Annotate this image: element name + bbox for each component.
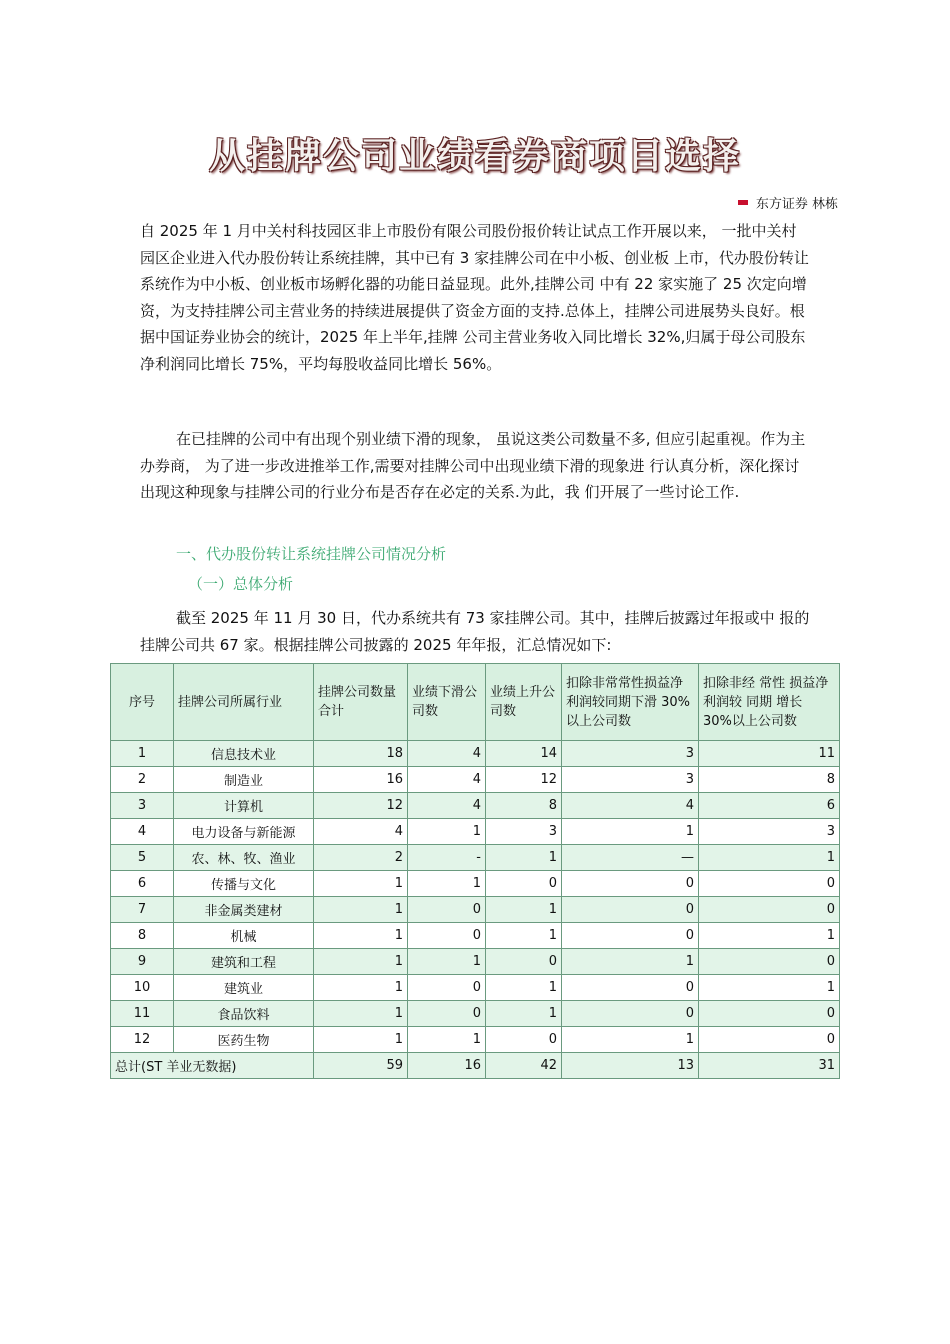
- value-cell: 0: [486, 871, 562, 897]
- value-cell: 0: [486, 949, 562, 975]
- total-cell: 31: [699, 1053, 840, 1079]
- paragraph-intro: 自 2025 年 1 月中关村科技园区非上市股份有限公司股份报价转让试点工作开展以来， 一批中关村园区企业进入代办股份转让系统挂牌，其中已有 3 家挂牌公司在中小板、创业板 上市，代办股份转让系统作为中小板、创业板市场孵化器的功能日益显现。此外,挂牌公司 中有 22 家实施了 25 次定向增资，为支持挂牌公司主营业务的持续进展提供了资金方面的支持.总体上，挂牌公司进展势头良好。根据中国证券业协会的统计，2025 年上半年,挂牌 公司主营业务收入同比增长 32%,归属于母公司股东净利润同比增长 75%，平均每股收益同比增长 56%。: [140, 222, 809, 373]
- value-cell: 3: [486, 819, 562, 845]
- table-row: [111, 767, 840, 793]
- value-cell: 4: [562, 793, 699, 819]
- value-cell: 1: [699, 845, 840, 871]
- summary-table: [110, 663, 840, 1079]
- table-row: [111, 871, 840, 897]
- value-cell: 3: [562, 767, 699, 793]
- table-row: [111, 845, 840, 871]
- page-title: 从挂牌公司业绩看券商项目选择: [208, 136, 741, 177]
- value-cell: 0: [699, 949, 840, 975]
- row-index-cell: 12: [111, 1027, 174, 1053]
- value-cell: 1: [314, 949, 408, 975]
- table-row: [111, 897, 840, 923]
- paragraph-summary: 截至 2025 年 11 月 30 日，代办系统共有 73 家挂牌公司。其中，挂牌后披露过年报或中 报的挂牌公司共 67 家。根据挂牌公司披露的 2025 年年报，汇总情况如下:: [140, 609, 810, 654]
- row-index-cell: 4: [111, 819, 174, 845]
- value-cell: 1: [699, 975, 840, 1001]
- value-cell: 0: [699, 1027, 840, 1053]
- paragraph-discussion: 在已挂牌的公司中有出现个别业绩下滑的现象， 虽说这类公司数量不多, 但应引起重视。作为主办券商， 为了进一步改进推举工作,需要对挂牌公司中出现业绩下滑的现象进 行认真分析，深化探讨出现这种现象与挂牌公司的行业分布是否存在必定的关系.为此，我 们开展了一些讨论工作.: [140, 430, 806, 502]
- value-cell: 1: [562, 819, 699, 845]
- header-cell: 扣除非经 常性 损益净利润较 同期 增长 30%以上公司数: [699, 664, 840, 741]
- value-cell: 1: [408, 819, 486, 845]
- table-total-row: [111, 1053, 840, 1079]
- row-index-cell: 10: [111, 975, 174, 1001]
- total-cell: 16: [408, 1053, 486, 1079]
- value-cell: 1: [486, 923, 562, 949]
- value-cell: 0: [562, 975, 699, 1001]
- value-cell: 4: [408, 767, 486, 793]
- value-cell: 4: [408, 793, 486, 819]
- table-row: [111, 975, 840, 1001]
- value-cell: 1: [699, 923, 840, 949]
- header-cell: 扣除非常常性损益净利润较同期下滑 30%以上公司数: [562, 664, 699, 741]
- value-cell: 3: [562, 741, 699, 767]
- value-cell: 1: [562, 1027, 699, 1053]
- industry-cell: 农、林、牧、渔业: [174, 845, 314, 871]
- value-cell: 0: [408, 923, 486, 949]
- value-cell: 0: [486, 1027, 562, 1053]
- table-row: [111, 949, 840, 975]
- row-index-cell: 7: [111, 897, 174, 923]
- value-cell: 6: [699, 793, 840, 819]
- value-cell: 0: [562, 897, 699, 923]
- industry-cell: 食品饮料: [174, 1001, 314, 1027]
- table-row: [111, 923, 840, 949]
- value-cell: 0: [562, 923, 699, 949]
- table-row: [111, 741, 840, 767]
- row-index-cell: 9: [111, 949, 174, 975]
- value-cell: 4: [314, 819, 408, 845]
- value-cell: 14: [486, 741, 562, 767]
- value-cell: 8: [699, 767, 840, 793]
- header-cell: 挂牌公司所属行业: [174, 664, 314, 741]
- value-cell: 0: [562, 871, 699, 897]
- industry-cell: 机械: [174, 923, 314, 949]
- total-cell: 59: [314, 1053, 408, 1079]
- value-cell: 1: [314, 975, 408, 1001]
- value-cell: 1: [486, 897, 562, 923]
- row-index-cell: 8: [111, 923, 174, 949]
- total-label-cell: 总计(ST 羊业无数据): [111, 1053, 314, 1079]
- value-cell: 1: [314, 1001, 408, 1027]
- value-cell: 1: [408, 871, 486, 897]
- value-cell: 1: [486, 975, 562, 1001]
- industry-cell: 建筑和工程: [174, 949, 314, 975]
- value-cell: 1: [562, 949, 699, 975]
- value-cell: 0: [408, 975, 486, 1001]
- value-cell: 1: [314, 871, 408, 897]
- value-cell: —: [562, 845, 699, 871]
- value-cell: 18: [314, 741, 408, 767]
- industry-cell: 医药生物: [174, 1027, 314, 1053]
- value-cell: 1: [486, 1001, 562, 1027]
- value-cell: 12: [314, 793, 408, 819]
- industry-cell: 传播与文化: [174, 871, 314, 897]
- row-index-cell: 2: [111, 767, 174, 793]
- value-cell: 0: [408, 1001, 486, 1027]
- value-cell: 1: [314, 897, 408, 923]
- row-index-cell: 5: [111, 845, 174, 871]
- row-index-cell: 3: [111, 793, 174, 819]
- header-cell: 业绩下滑公司数: [408, 664, 486, 741]
- table-row: [111, 1001, 840, 1027]
- row-index-cell: 6: [111, 871, 174, 897]
- value-cell: 12: [486, 767, 562, 793]
- value-cell: 1: [486, 845, 562, 871]
- header-cell: 挂牌公司数量合计: [314, 664, 408, 741]
- value-cell: -: [408, 845, 486, 871]
- value-cell: 0: [408, 897, 486, 923]
- value-cell: 1: [408, 949, 486, 975]
- value-cell: 3: [699, 819, 840, 845]
- author-text: 东方证券 林栋: [755, 197, 838, 212]
- row-index-cell: 1: [111, 741, 174, 767]
- total-cell: 13: [562, 1053, 699, 1079]
- author-marker-icon: [738, 200, 748, 205]
- value-cell: 11: [699, 741, 840, 767]
- section-heading: 一、代办股份转让系统挂牌公司情况分析: [176, 545, 447, 563]
- table-row: [111, 819, 840, 845]
- value-cell: 0: [699, 1001, 840, 1027]
- industry-cell: 建筑业: [174, 975, 314, 1001]
- value-cell: 1: [314, 1027, 408, 1053]
- author-line: [738, 193, 838, 212]
- value-cell: 0: [699, 897, 840, 923]
- value-cell: 4: [408, 741, 486, 767]
- industry-cell: 计算机: [174, 793, 314, 819]
- table-row: [111, 793, 840, 819]
- industry-cell: 电力设备与新能源: [174, 819, 314, 845]
- total-cell: 42: [486, 1053, 562, 1079]
- value-cell: 1: [408, 1027, 486, 1053]
- value-cell: 0: [562, 1001, 699, 1027]
- value-cell: 16: [314, 767, 408, 793]
- industry-cell: 制造业: [174, 767, 314, 793]
- value-cell: 8: [486, 793, 562, 819]
- value-cell: 1: [314, 923, 408, 949]
- header-cell: 业绩上升公司数: [486, 664, 562, 741]
- table-row: [111, 1027, 840, 1053]
- subsection-heading: （一）总体分析: [188, 575, 294, 593]
- table-header-row: [111, 664, 840, 741]
- header-cell: 序号: [111, 664, 174, 741]
- row-index-cell: 11: [111, 1001, 174, 1027]
- value-cell: 2: [314, 845, 408, 871]
- industry-cell: 非金属类建材: [174, 897, 314, 923]
- industry-cell: 信息技术业: [174, 741, 314, 767]
- value-cell: 0: [699, 871, 840, 897]
